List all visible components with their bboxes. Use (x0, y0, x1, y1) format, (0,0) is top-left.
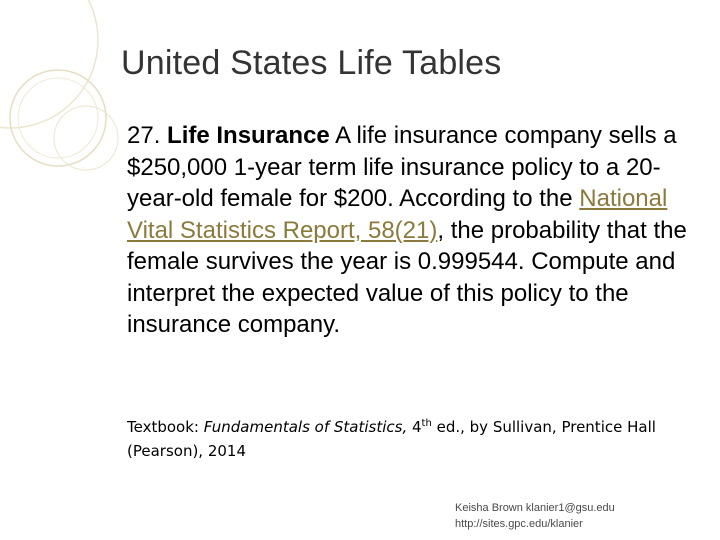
report-link[interactable]: National Vital Statistics Report, 58(21) (127, 185, 668, 244)
textbook-citation (127, 412, 687, 463)
credit-line-2: http://sites.gpc.edu/klanier (455, 518, 583, 530)
citation-prefix: Textbook: (127, 418, 199, 436)
citation-edition-number: 4 (412, 418, 422, 436)
problem-text (127, 120, 687, 341)
author-credit (455, 500, 615, 532)
credit-line-1: Keisha Brown klanier1@gsu.edu (455, 502, 615, 514)
decorative-circles (0, 0, 130, 210)
citation-rest: ed., by Sullivan, Prentice Hall (Pearson), 2014 (127, 418, 656, 460)
problem-text-after-link: , the probability that the female survives the year is 0.999544. Compute and interpret the expected value of this policy to the insurance company. (127, 216, 687, 338)
problem-heading: Life Insurance (167, 122, 330, 149)
problem-text-before-link: A life insurance company sells a $250,000 1-year term life insurance policy to a 20-year-old female for $200. According to the (127, 122, 677, 212)
problem-number: 27. (127, 122, 161, 149)
citation-book-title: Fundamentals of Statistics, (203, 418, 408, 436)
slide-title: United States Life Tables (121, 44, 502, 82)
citation-edition-suffix: th (421, 418, 432, 429)
